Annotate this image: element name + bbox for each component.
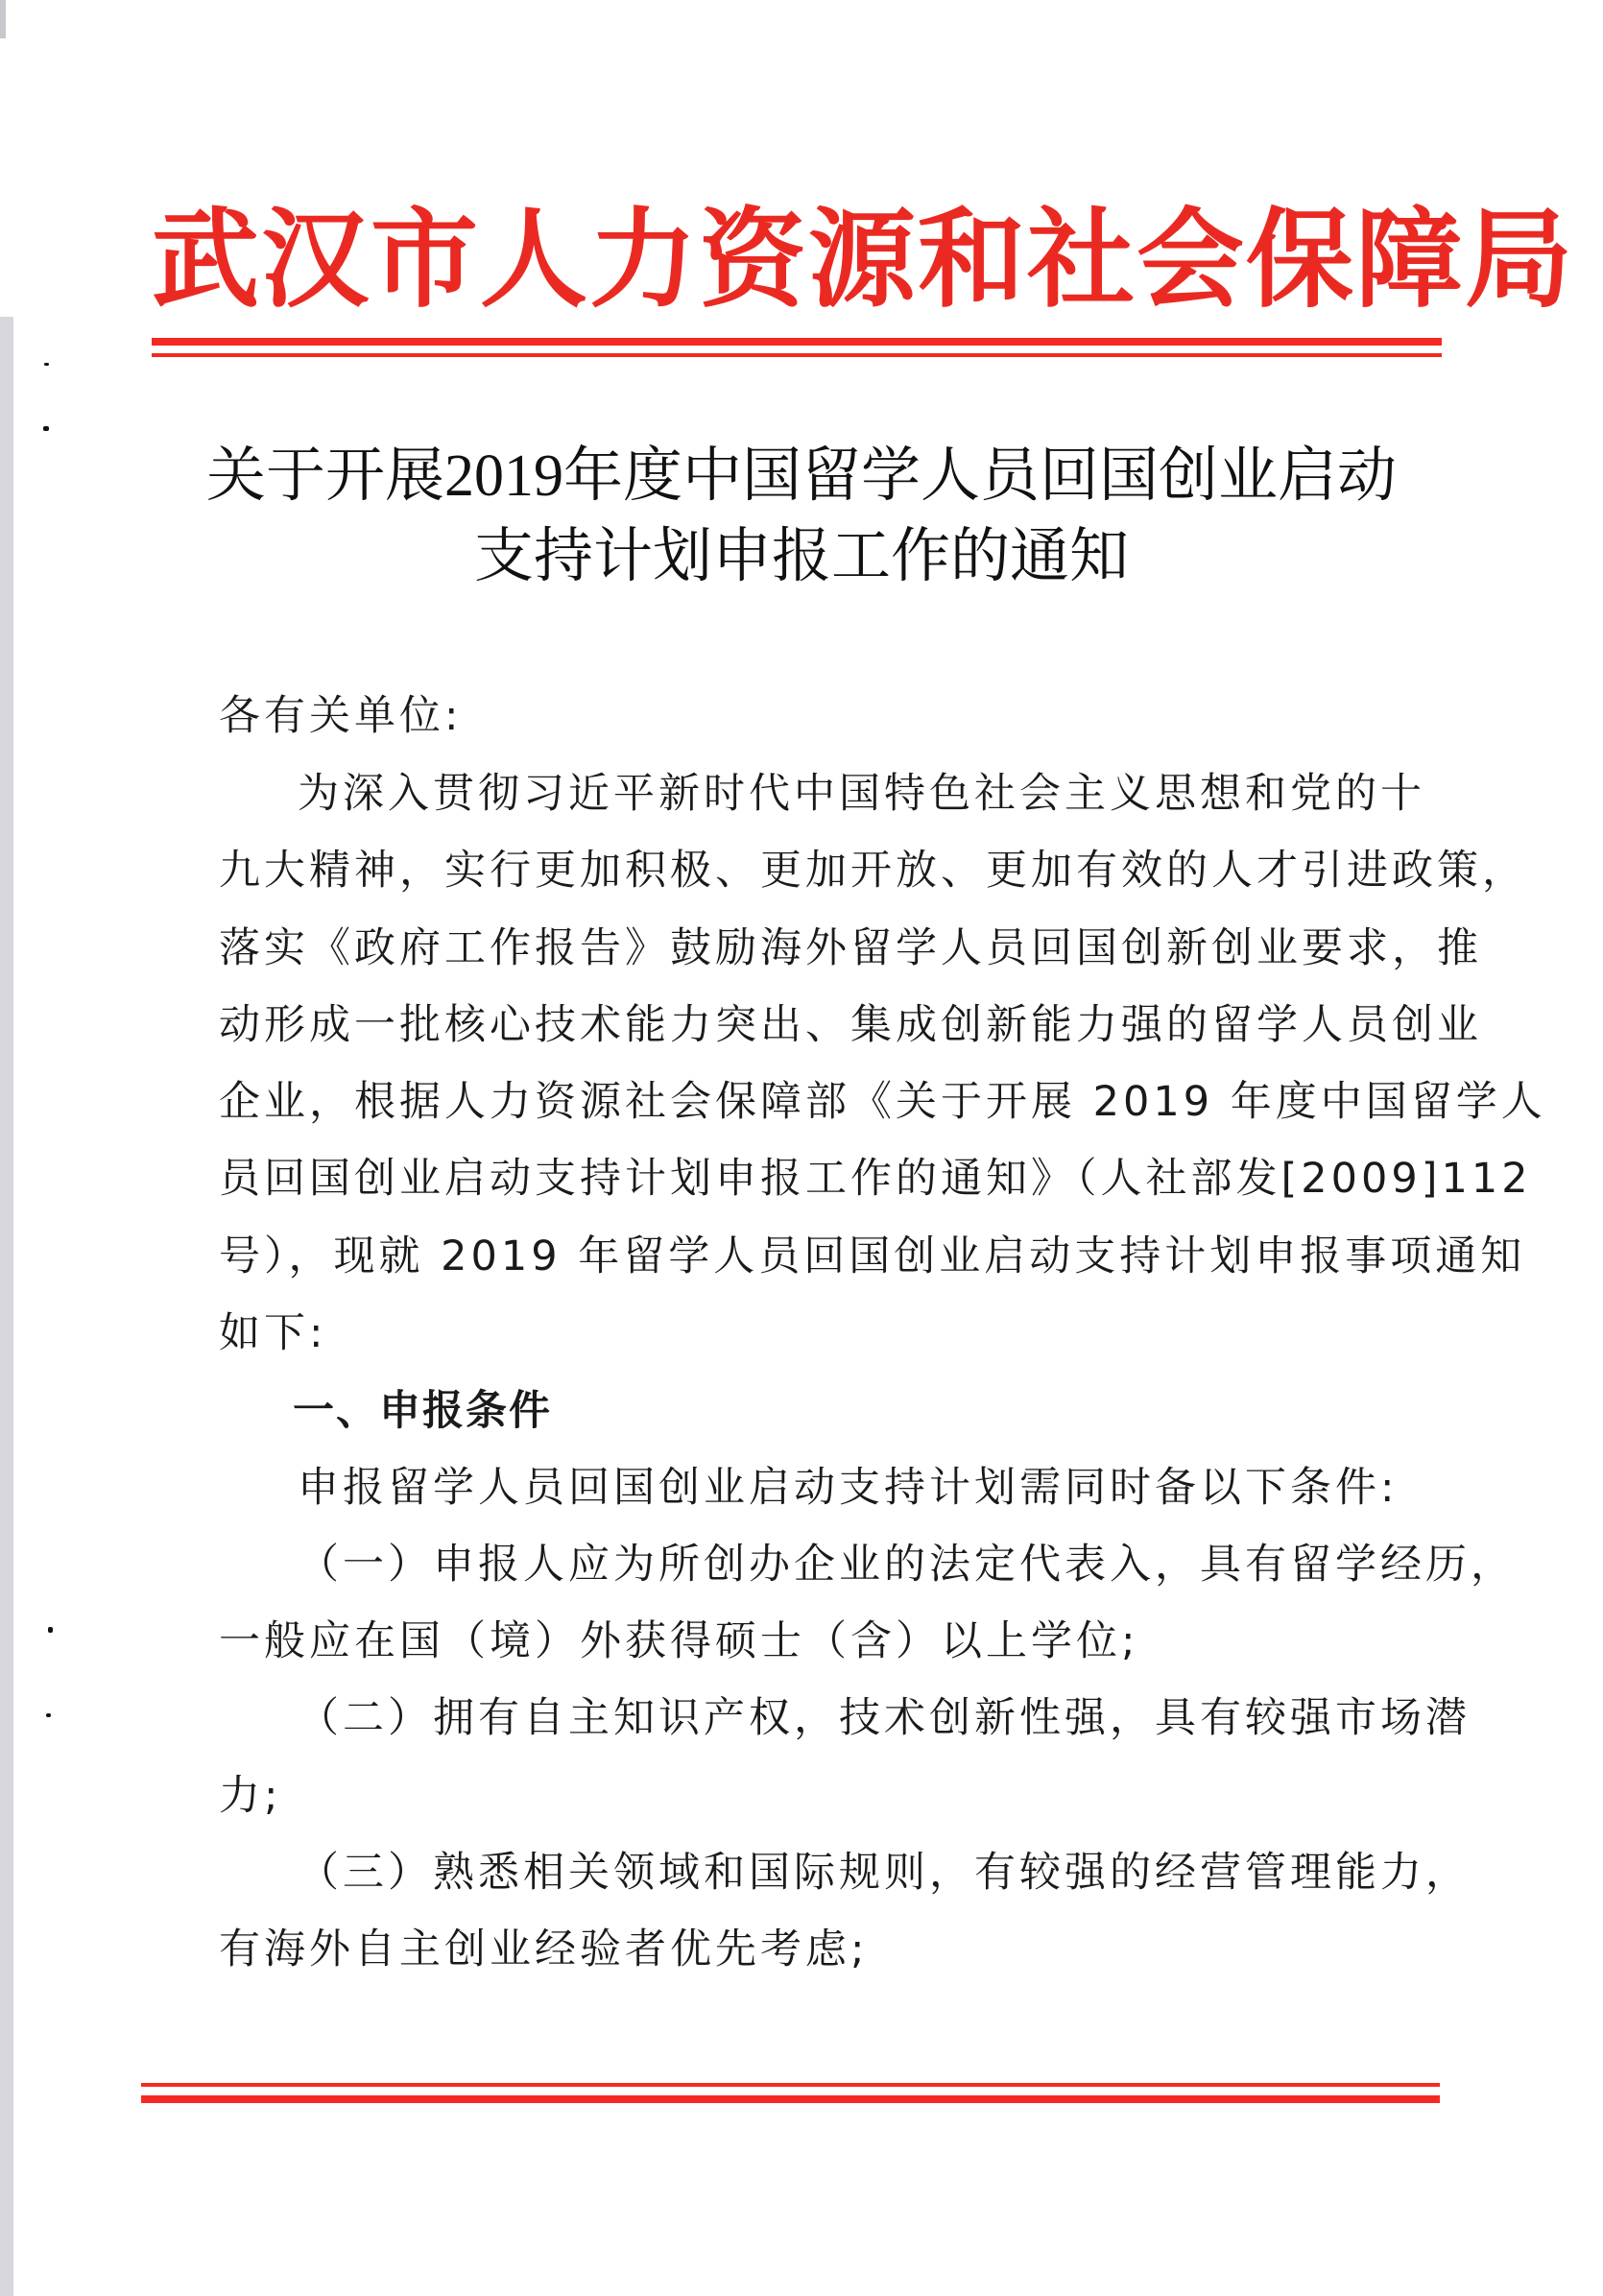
document-title-line-1: 关于开展2019年度中国留学人员回国创业启动 [205,443,1397,509]
scan-speck [46,1713,51,1717]
scan-speck [48,1627,53,1633]
section-heading: 一、申报条件 [293,1387,552,1435]
footer-rule-thin [141,2083,1440,2087]
intro-line: 为深入贯彻习近平新时代中国特色社会主义思想和党的十 [298,770,1425,818]
intro-line: 员回国创业启动支持计划申报工作的通知》（人社部发[2009]112 [219,1155,1532,1203]
section-line: 一般应在国（境）外获得硕士（含）以上学位; [219,1617,1139,1665]
scan-speck [44,363,49,366]
letterhead-rule-thin [152,353,1442,357]
section-line: 申报留学人员回国创业启动支持计划需同时备以下条件: [298,1464,1399,1512]
letterhead-rule-thick [152,338,1442,346]
intro-line: 九大精神，实行更加积极、更加开放、更加有效的人才引进政策， [219,847,1527,895]
intro-line: 动形成一批核心技术能力突出、集成创新能力强的留学人员创业 [219,1001,1482,1049]
scan-edge-shadow [0,317,13,2296]
intro-line: 企业，根据人力资源社会保障部《关于开展 2019 年度中国留学人 [219,1078,1546,1126]
salutation: 各有关单位: [219,692,463,740]
intro-line: 如下: [219,1309,327,1357]
section-line: 力; [219,1772,282,1820]
intro-line: 号），现就 2019 年留学人员回国创业启动支持计划申报事项通知 [219,1232,1526,1280]
intro-line: 落实《政府工作报告》鼓励海外留学人员回国创新创业要求，推 [219,924,1482,972]
scan-speck [43,426,49,431]
section-line: （三）熟悉相关领域和国际规则，有较强的经营管理能力， [298,1849,1471,1897]
section-line: （一）申报人应为所创办企业的法定代表入，具有留学经历， [298,1541,1516,1589]
section-line: 有海外自主创业经验者优先考虑; [219,1925,869,1973]
section-line: （二）拥有自主知识产权，技术创新性强，具有较强市场潜 [298,1694,1471,1742]
footer-rule-thick [141,2095,1440,2103]
scan-edge-top [0,0,6,38]
letterhead-org-name: 武汉市人力资源和社会保障局 [152,197,1574,323]
document-title-line-2: 支持计划申报工作的通知 [473,524,1129,589]
